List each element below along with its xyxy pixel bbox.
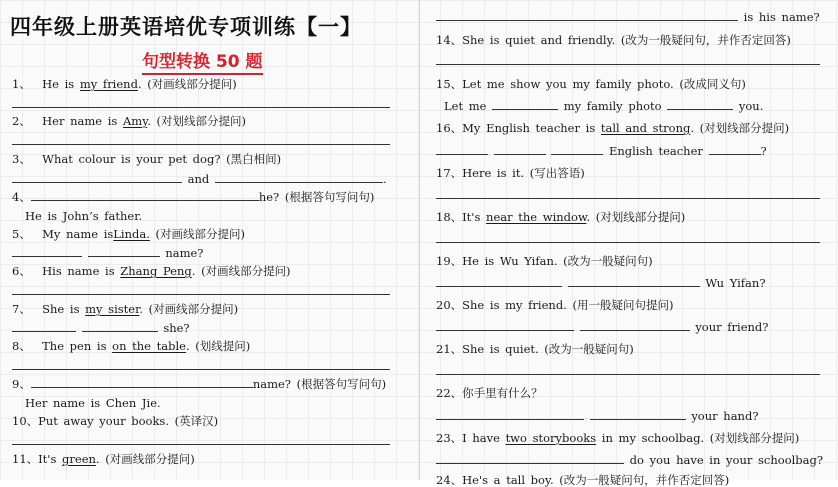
blank[interactable] <box>12 172 182 183</box>
question-1: 1、 He is my friend. (对画线部分提问) <box>12 77 237 91</box>
question-8: 8、 The pen is on the table. (划线提问) <box>12 339 251 353</box>
question-2: 2、 Her name is Amy. (对划线部分提问) <box>12 114 246 128</box>
question-3: 3、 What colour is your pet dog? (黑白相间) <box>12 152 282 166</box>
blank[interactable] <box>551 144 603 155</box>
question-4: 4、 he? (根据答句写问句) <box>12 190 375 204</box>
blank[interactable] <box>667 99 733 110</box>
question-15: 15、Let me show you my family photo. (改成同义句) <box>436 77 746 91</box>
answer-line-10[interactable] <box>12 444 390 445</box>
question-7: 7、 She is my sister. (对画线部分提问) <box>12 302 239 316</box>
question-19: 19、He is Wu Yifan. (改为一般疑问句) <box>436 254 653 268</box>
worksheet-subtitle: 句型转换 50 题 <box>142 47 263 75</box>
blank[interactable] <box>82 321 158 332</box>
answer-line-6[interactable] <box>12 294 390 295</box>
answer-3: and . <box>12 172 387 186</box>
blank[interactable] <box>568 276 700 287</box>
question-10: 10、Put away your books. (英译汉) <box>12 414 219 428</box>
answer-line-18[interactable] <box>436 242 820 243</box>
blank[interactable] <box>580 320 690 331</box>
worksheet-title: 四年级上册英语培优专项训练【一】 <box>10 15 362 39</box>
question-24-partial: 24、He's a tall boy. (改为一般疑问句，并作否定回答) <box>436 473 730 487</box>
answer-5: name? <box>12 246 203 260</box>
answer-7: she? <box>12 321 190 335</box>
question-16: 16、My English teacher is tall and strong. (对划线部分提问) <box>436 121 790 135</box>
answer-15: Let me my family photo you. <box>444 99 764 113</box>
blank[interactable] <box>436 409 584 420</box>
blank[interactable] <box>709 144 761 155</box>
blank[interactable] <box>436 276 562 287</box>
answer-19: Wu Yifan? <box>436 276 765 290</box>
blank[interactable] <box>492 99 558 110</box>
blank[interactable] <box>436 320 574 331</box>
blank[interactable] <box>436 10 738 21</box>
answer-22: your hand? <box>436 409 759 423</box>
column-divider <box>419 0 420 480</box>
answer-line-14[interactable] <box>436 64 820 65</box>
blank[interactable] <box>436 144 488 155</box>
answer-16: English teacher ? <box>436 144 767 158</box>
question-6: 6、 His name is Zhang Peng. (对画线部分提问) <box>12 264 291 278</box>
answer-line-1[interactable] <box>12 107 390 108</box>
question-23: 23、I have two storybooks in my schoolbag. (对划线部分提问) <box>436 431 800 445</box>
blank[interactable] <box>12 246 82 257</box>
question-17: 17、Here is it. (写出答语) <box>436 166 585 180</box>
answer-line-17[interactable] <box>436 198 820 199</box>
blank[interactable] <box>12 321 76 332</box>
left-column <box>10 0 410 480</box>
question-14: 14、She is quiet and friendly. (改为一般疑问句，并作否定回答) <box>436 33 791 47</box>
question-13-tail: is his name? <box>436 10 820 24</box>
answer-line-8[interactable] <box>12 369 390 370</box>
blank[interactable] <box>31 190 259 201</box>
answer-line-21[interactable] <box>436 374 820 375</box>
blank[interactable] <box>88 246 160 257</box>
right-column <box>434 0 832 487</box>
answer-20: your friend? <box>436 320 768 334</box>
answer-4: He is John’s father. <box>25 209 143 223</box>
blank[interactable] <box>31 377 253 388</box>
question-5: 5、 My name isLinda. (对画线部分提问) <box>12 227 246 241</box>
question-21: 21、She is quiet. (改为一般疑问句) <box>436 342 634 356</box>
answer-9: Her name is Chen Jie. <box>25 396 161 410</box>
question-9: 9、 name? (根据答句写问句) <box>12 377 387 391</box>
blank[interactable] <box>590 409 686 420</box>
question-18: 18、It's near the window. (对划线部分提问) <box>436 210 686 224</box>
question-11: 11、It's green. (对画线部分提问) <box>12 452 195 466</box>
blank[interactable] <box>215 172 383 183</box>
answer-line-2[interactable] <box>12 144 390 145</box>
question-22: 22、你手里有什么？ <box>436 386 543 400</box>
answer-23: do you have in your schoolbag? <box>436 453 823 467</box>
blank[interactable] <box>494 144 546 155</box>
blank[interactable] <box>436 453 624 464</box>
question-20: 20、She is my friend. (用一般疑问句提问) <box>436 298 674 312</box>
